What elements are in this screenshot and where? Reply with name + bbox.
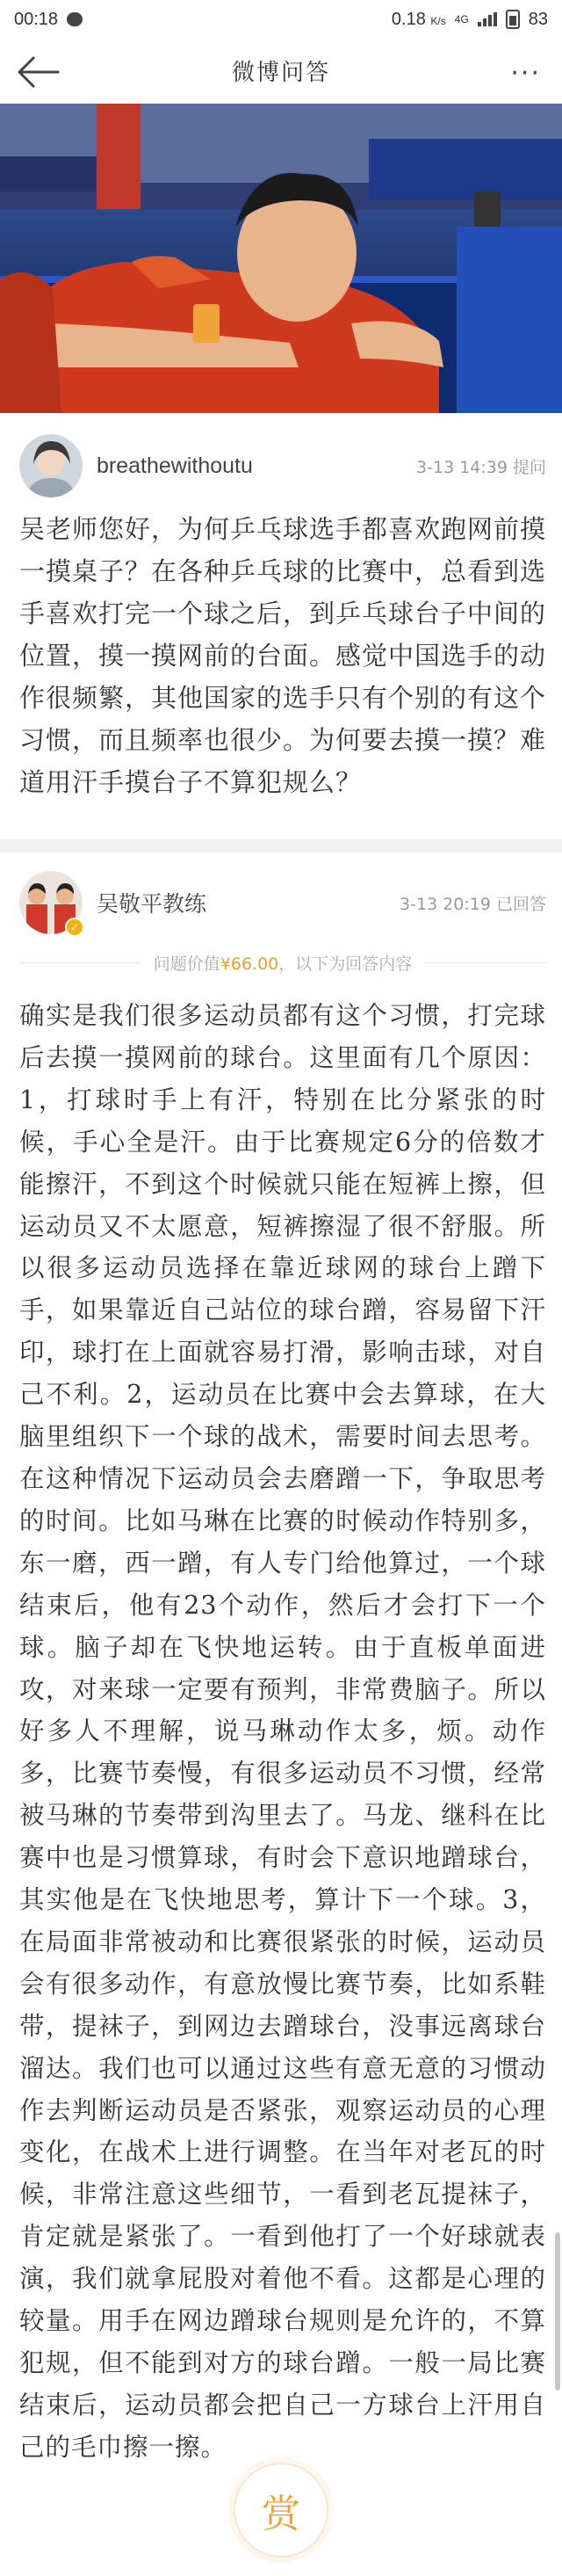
question-value-line: [19, 949, 546, 976]
answer-header: [19, 870, 546, 935]
question-value: 问题价值¥66.00，以下为回答内容: [153, 954, 413, 974]
verified-badge-icon: ✓: [65, 918, 84, 937]
avatar[interactable]: [19, 434, 83, 497]
question-header: [19, 431, 546, 501]
net-speed: 0.18 K/s: [391, 9, 446, 29]
battery-icon: [506, 10, 520, 29]
scrollbar[interactable]: [555, 2232, 560, 2391]
network-type: 4G: [454, 13, 469, 25]
page-title: 微博问答: [231, 60, 330, 86]
status-bar: [0, 0, 562, 39]
answerer-name[interactable]: 吴敬平教练: [97, 891, 207, 917]
question-text: 吴老师您好，为何乒乓球选手都喜欢跑网前摸一摸桌子？在各种乒乓球的比赛中，总看到选手喜欢打完一个球之后，到乒乓球台子中间的位置，摸一摸网前的台面。感觉中国选手的动作很频繁，其他国家的选手只有个别的有这个习惯，而且频率也很少。为何要去摸一摸？难道用汗手摸台子不算犯规么？: [19, 514, 547, 797]
nav-bar: [0, 39, 562, 104]
status-right: [392, 10, 548, 30]
question-price: ¥66.00: [220, 954, 279, 974]
question-meta: 3-13 14:39 提问: [416, 457, 546, 477]
status-time: 00:18: [14, 9, 59, 29]
answer-text: 确实是我们很多运动员都有这个习惯，打完球后去摸一摸网前的球台。这里面有几个原因：1，打球时手上有汗，特别在比分紧张的时候，手心全是汗。由于比赛规定6分的倍数才能擦汗，不到这个时候就只能在短裤上擦，但运动员又不太愿意，短裤擦湿了很不舒服。所以很多运动员选择在靠近球网的球台上蹭下手，如果靠近自己站位的球台蹭，容易留下汗印，球打在上面就容易打滑，影响击球，对自己不利。2，运动员在比赛中会去算球，在大脑里组织下一个球的战术，需要时间去思考。在这种情况下运动员会去磨蹭一下，争取思考的时间。比如马琳在比赛的时候动作特别多，东一磨，西一蹭，有人专门给他算过，一个球结束后，他有23个动作，然后才会打下一个球。脑子却在飞快地运转。由于直板单面进攻，对来球一定要有预判，非常费脑子。所以好多人不理解，说马琳动作太多，烦。动作多，比赛节奏慢，有很多运动员不习惯，经常被马琳的节奏带到沟里去了。马龙、继科在比赛中也是习惯算球，有时会下意识地蹭球台，其实他是在飞快地思考，算计下一个球。3，在局面非常被动和比赛很紧张的时候，运动员会有很多动作，有意放慢比赛节奏，比如系鞋带，提袜子，到网边去蹭球台，没事远离球台溜达。我们也可以通过这些有意无意的习惯动作去判断运动员是否紧张，观察运动员的心理变化，在战术上进行调整。在当年对老瓦的时候，非常注意这些细节，一看到老瓦提袜子，肯定就是紧张了。一看到他打了一个好球就表演，我们就拿屁股对着他不看。这都是心理的较量。用手在网边蹭球台规则是允许的，不算犯规，但不能到对方的球台蹭。一般一局比赛结束后，运动员都会把自己一方球台上汗用自己的毛巾擦一擦。: [19, 1001, 546, 2462]
question-card: [0, 413, 562, 839]
more-icon[interactable]: ···: [510, 58, 541, 89]
asker-name[interactable]: breathewithoutu: [97, 453, 253, 478]
reward-button[interactable]: 赏: [234, 2463, 328, 2558]
message-icon: [67, 12, 83, 26]
answer-meta: 3-13 20:19 已回答: [400, 894, 546, 914]
back-arrow-icon[interactable]: [16, 54, 61, 90]
divider: [19, 962, 141, 963]
hero-image: [0, 104, 562, 413]
battery-level: 83: [528, 9, 548, 29]
answer-card: [0, 853, 562, 2576]
signal-icon: [478, 12, 497, 26]
divider: [424, 962, 546, 963]
